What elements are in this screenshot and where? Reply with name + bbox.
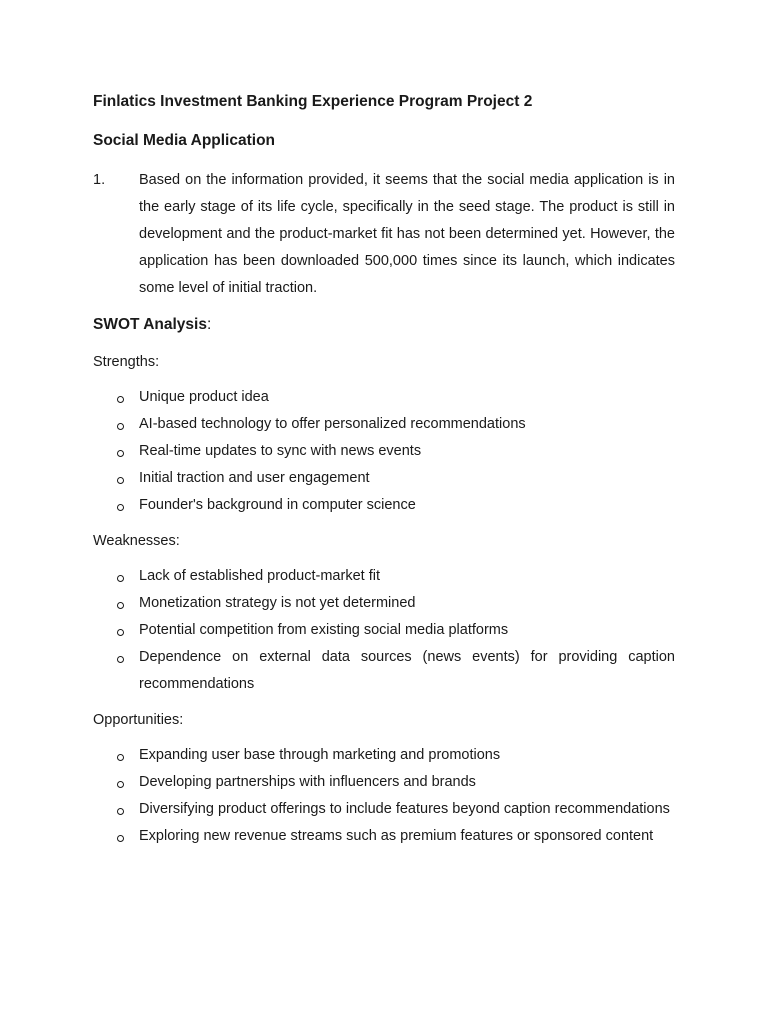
list-item	[93, 644, 675, 698]
list-item-text: Lack of established product-market fit	[139, 568, 380, 584]
section-title: Social Media Application	[93, 132, 276, 149]
list-item	[93, 492, 675, 519]
bullet-icon	[93, 590, 139, 617]
document-title: Finlatics Investment Banking Experience Program Project 2	[93, 93, 533, 110]
bullet-icon	[93, 492, 139, 519]
list-item-text: Dependence on external data sources (news events) for providing caption recommendations	[139, 649, 675, 692]
list-item-text: Exploring new revenue streams such as premium features or sponsored content	[139, 828, 654, 844]
list-item-text: Expanding user base through marketing and promotions	[139, 747, 501, 763]
opportunities-heading: Opportunities:	[93, 712, 184, 728]
bullet-icon	[93, 384, 139, 411]
list-item	[93, 438, 675, 465]
weaknesses-heading: Weaknesses:	[93, 533, 180, 549]
bullet-icon	[93, 742, 139, 769]
list-item	[93, 796, 675, 823]
list-item-text: Real-time updates to sync with news events	[139, 443, 422, 459]
list-item-text: Developing partnerships with influencers and brands	[139, 774, 476, 790]
list-item	[93, 769, 675, 796]
bullet-icon	[93, 438, 139, 465]
list-item	[93, 590, 675, 617]
list-item-text: Diversifying product offerings to include features beyond caption recommendations	[139, 801, 670, 817]
bullet-icon	[93, 644, 139, 698]
bullet-icon	[93, 465, 139, 492]
list-item-text: Initial traction and user engagement	[139, 470, 370, 486]
bullet-icon	[93, 796, 139, 823]
swot-heading-text: SWOT Analysis	[93, 316, 207, 333]
swot-heading-colon: :	[206, 316, 212, 333]
bullet-icon	[93, 563, 139, 590]
strengths-heading: Strengths:	[93, 354, 160, 370]
bullet-icon	[93, 769, 139, 796]
document-content	[93, 91, 675, 861]
list-item-text: Potential competition from existing social media platforms	[139, 622, 509, 638]
list-item	[93, 465, 675, 492]
opportunities-list	[93, 742, 675, 850]
list-item	[93, 411, 675, 438]
item-number: 1.	[93, 172, 106, 188]
list-item	[93, 823, 675, 850]
numbered-item	[93, 167, 675, 302]
swot-heading	[93, 314, 675, 336]
list-item	[93, 617, 675, 644]
list-item-text: AI-based technology to offer personalized recommendations	[139, 416, 526, 432]
strengths-list	[93, 384, 675, 519]
list-item	[93, 742, 675, 769]
list-item-text: Unique product idea	[139, 389, 269, 405]
item-text: Based on the information provided, it seems that the social media application is in the early stage of its life cycle, specifically in the seed stage. The product is still in development and the product-market fit has not been determined yet. However, the application has been downloaded 500,000 times since its launch, which indicates some level of initial traction.	[139, 172, 675, 296]
list-item	[93, 384, 675, 411]
bullet-icon	[93, 411, 139, 438]
weaknesses-list	[93, 563, 675, 698]
bullet-icon	[93, 617, 139, 644]
list-item-text: Monetization strategy is not yet determined	[139, 595, 416, 611]
list-item	[93, 563, 675, 590]
bullet-icon	[93, 823, 139, 850]
list-item-text: Founder's background in computer science	[139, 497, 416, 513]
